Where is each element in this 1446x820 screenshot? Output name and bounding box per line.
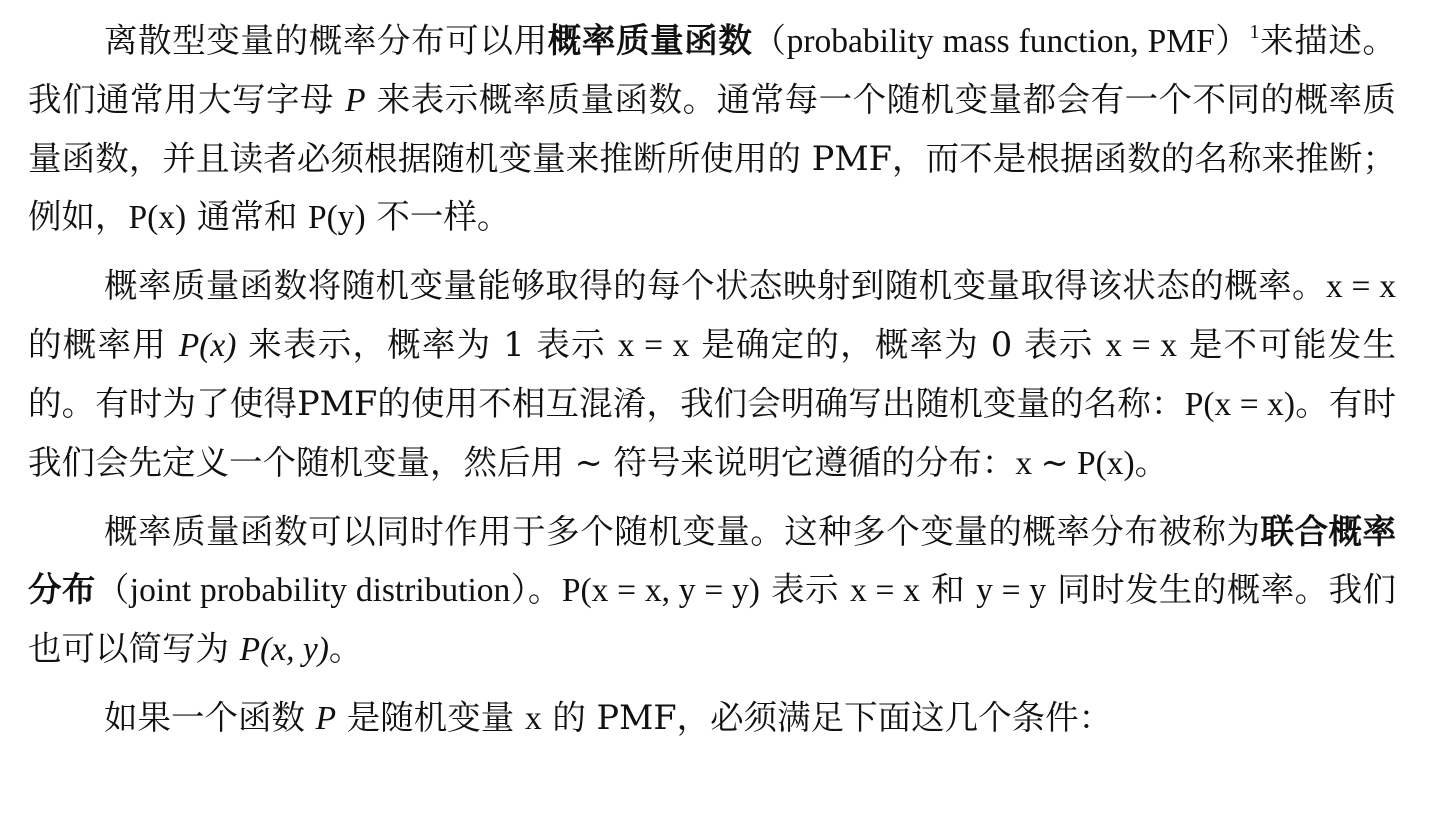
math-P-y: P(y) [308, 199, 366, 236]
paragraph-pmf-mapping [28, 257, 1396, 493]
text-run: 概率质量函数可以同时作用于多个随机变量。这种多个变量的概率分布被称为 [104, 512, 1261, 551]
text-run: 来表示概率质量函数。通常每一个随机变量都会有一个不同的概率质量函数，并且读者必须根据随机变量来推断所使用的 PMF，而不是根据函数的名称来推断；例如， [28, 80, 1397, 236]
text-run: 的 PMF，必须满足下面这几个条件： [552, 698, 1113, 737]
term-gloss-pmf: （probability mass function, PMF） [752, 23, 1250, 60]
text-run: 的概率用 [28, 325, 167, 364]
math-x-equals-x: x = x [617, 327, 690, 364]
text-run: 是确定的，概率为 0 表示 [701, 325, 1094, 364]
term-joint-distribution: 联合概率分布 [28, 512, 1397, 609]
text-run: 来描述。我们通常用大写字母 [28, 21, 1397, 119]
math-P-x-y: P(x, y) [239, 631, 329, 668]
math-P-x-equals-x: P(x = x) [1184, 386, 1296, 423]
term-pmf: 概率质量函数 [547, 21, 753, 60]
math-symbol-P: P [345, 82, 366, 119]
text-run: 。 [328, 629, 363, 668]
paragraph-pmf-conditions [28, 689, 1396, 748]
footnote-marker[interactable]: 1 [1249, 21, 1260, 43]
math-x-equals-x: x = x [1325, 268, 1396, 305]
text-run: 。有时我们会先定义一个随机变量，然后用 [28, 384, 1396, 482]
text-run: 同时发生的概率。我们也可以简写为 [28, 570, 1396, 668]
text-run: 是不可能发生的。有时为了使得PMF的使用不相互混淆，我们会明确写出随机变量的名称： [28, 325, 1396, 423]
math-x-sim-P: x ∼ P(x) [1015, 445, 1135, 482]
text-run: 。 [1134, 443, 1169, 482]
text-run: 是随机变量 [346, 698, 515, 737]
paragraph-pmf-definition [28, 12, 1396, 247]
math-joint-expression: P(x = x, y = y) [561, 572, 760, 609]
math-x-equals-x: x = x [1105, 327, 1177, 364]
text-run: 和 [931, 570, 965, 609]
text-run: 来表示，概率为 1 表示 [248, 325, 606, 364]
text-run: 。 [527, 570, 562, 609]
term-gloss-joint: （joint probability distribution） [95, 572, 528, 609]
math-tilde: ∼ [574, 445, 603, 482]
math-x-equals-x: x = x [849, 572, 920, 609]
text-run: 符号来说明它遵循的分布： [613, 443, 1016, 482]
text-run: 如果一个函数 [104, 698, 305, 737]
math-P-of-x: P(x) [178, 327, 237, 364]
text-run: 不一样。 [376, 197, 511, 236]
math-P-x: P(x) [128, 199, 187, 236]
document-body [28, 12, 1396, 748]
text-run: 表示 [771, 570, 839, 609]
math-y-equals-y: y = y [976, 572, 1047, 609]
text-run: 概率质量函数将随机变量能够取得的每个状态映射到随机变量取得该状态的概率。 [104, 266, 1326, 305]
math-symbol-P: P [315, 700, 337, 737]
text-run: 通常和 [196, 197, 298, 236]
text-run: 离散型变量的概率分布可以用 [104, 21, 548, 60]
paragraph-joint-distribution [28, 503, 1396, 679]
math-symbol-x: x [524, 700, 542, 737]
